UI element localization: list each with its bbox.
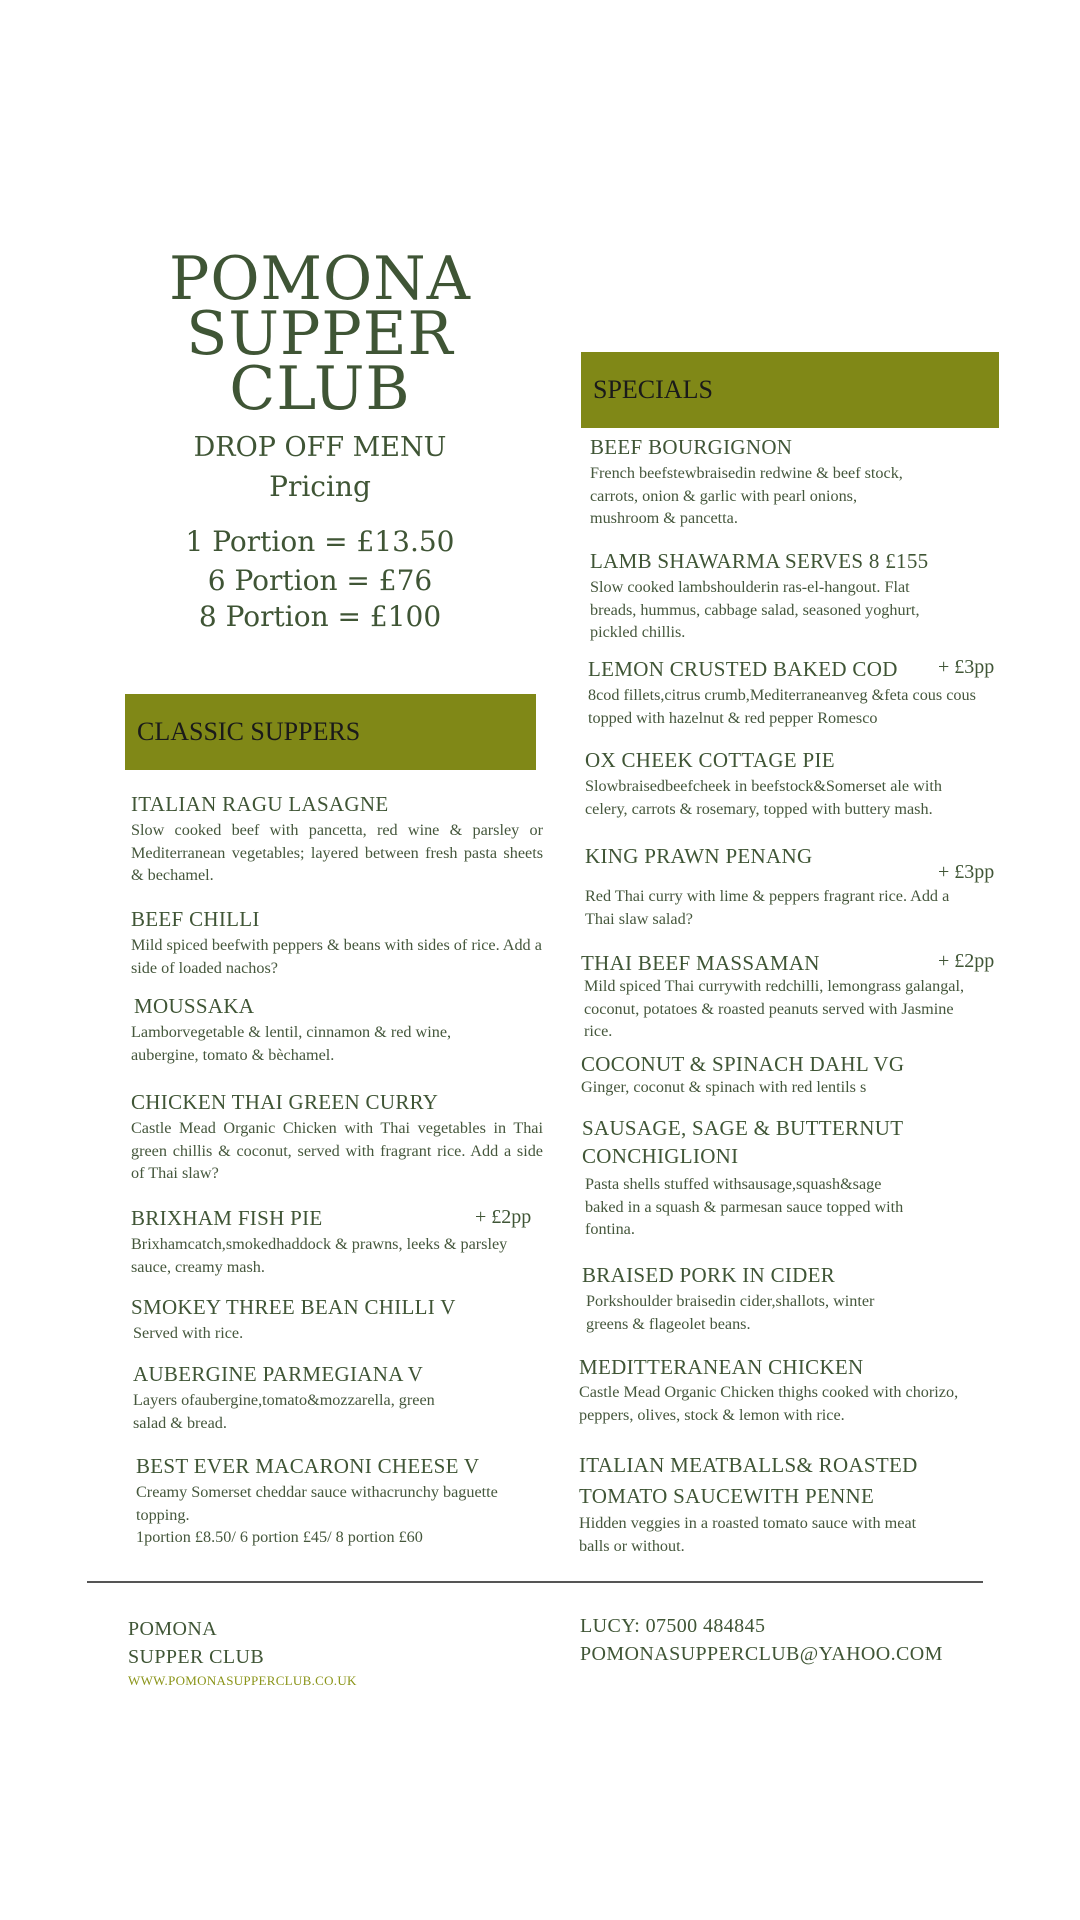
item-name: BRIXHAM FISH PIE <box>131 1206 323 1230</box>
menu-item <box>131 1295 543 1345</box>
brand-line: POMONA <box>168 244 471 314</box>
menu-item <box>131 907 543 979</box>
item-name: BEST EVER MACARONI CHEESE V <box>136 1454 480 1478</box>
item-name: ITALIAN RAGU LASAGNE <box>131 792 389 816</box>
item-description: Served with rice. <box>133 1324 244 1342</box>
footer-brand-line2: SUPPER CLUB <box>128 1646 265 1668</box>
item-description: Mild spiced Thai currywith redchilli, lemongrass galangal, coconut, potatoes & roasted peanuts served with Jasmine rice. <box>584 977 965 1040</box>
item-name: SMOKEY THREE BEAN CHILLI V <box>131 1295 456 1319</box>
brand-line: CLUB <box>229 354 411 424</box>
menu-item <box>581 951 981 1043</box>
item-name: AUBERGINE PARMEGIANA V <box>133 1362 424 1386</box>
section-title: CLASSIC SUPPERS <box>137 717 361 746</box>
item-description: French beefstewbraisedin redwine & beef stock, carrots, onion & garlic with pearl onions, mushroom & pancetta. <box>590 464 903 527</box>
item-description: Red Thai curry with lime & peppers fragrant rice. Add a Thai slaw salad? <box>585 887 950 928</box>
menu-item <box>590 435 910 530</box>
menu-item <box>582 1263 882 1335</box>
item-description: Slow cooked beef with pancetta, red wine & parsley or Mediterranean vegetables; layered between fresh pasta sheets & bechamel. <box>131 821 543 884</box>
menu-item <box>582 1114 922 1241</box>
item-name: COCONUT & SPINACH DAHL VG <box>581 1052 905 1076</box>
item-description: Porkshoulder braisedin cider,shallots, winter greens & flageolet beans. <box>586 1292 875 1333</box>
menu-item <box>590 549 945 644</box>
item-description: 8cod fillets,citrus crumb,Mediterraneanveg &feta cous cous topped with hazelnut & red pepper Romesco <box>588 686 976 727</box>
item-name: SAUSAGE, SAGE & BUTTERNUT CONCHIGLIONI <box>582 1116 903 1168</box>
item-name: MOUSSAKA <box>134 994 255 1018</box>
item-name: CHICKEN THAI GREEN CURRY <box>131 1090 439 1114</box>
item-description: Brixhamcatch,smokedhaddock & prawns, leeks & parsley sauce, creamy mash. <box>131 1235 508 1276</box>
item-name: KING PRAWN PENANG <box>585 844 813 868</box>
footer-divider <box>87 1581 983 1583</box>
item-description: Hidden veggies in a roasted tomato sauce with meat balls or without. <box>579 1514 917 1555</box>
item-description: Layers ofaubergine,tomato&mozzarella, green salad & bread. <box>133 1391 435 1432</box>
menu-item <box>585 844 955 930</box>
surcharge-label: + £3pp <box>938 656 995 678</box>
contact-phone: LUCY: 07500 484845 <box>580 1615 766 1637</box>
menu-item <box>131 1090 543 1185</box>
brand-line: SUPPER <box>186 299 454 369</box>
pricing-label: Pricing <box>269 470 371 503</box>
menu-item <box>131 1206 521 1278</box>
contact-email[interactable]: POMONASUPPERCLUB@YAHOO.COM <box>580 1643 943 1665</box>
item-description: Pasta shells stuffed withsausage,squash&sage baked in a squash & parmesan sauce topped with fontina. <box>585 1175 904 1238</box>
menu-title: DROP OFF MENU <box>193 432 447 463</box>
menu-item <box>585 748 955 820</box>
classic-suppers-banner <box>125 694 536 770</box>
menu-item <box>588 657 998 729</box>
item-name: THAI BEEF MASSAMAN <box>581 951 820 975</box>
price-line: 1 Portion = £13.50 <box>185 525 455 558</box>
item-description: Ginger, coconut & spinach with red lentils s <box>581 1078 867 1096</box>
menu-item <box>131 994 521 1066</box>
item-description: Slow cooked lambshoulderin ras-el-hangout. Flat breads, hummus, cabbage salad, seasoned yoghurt, pickled chillis. <box>590 578 920 641</box>
item-description: Mild spiced beefwith peppers & beans with sides of rice. Add a side of loaded nachos? <box>131 936 542 977</box>
item-name: LEMON CRUSTED BAKED COD <box>588 657 898 681</box>
surcharge-label: + £2pp <box>938 950 995 972</box>
surcharge-label: + £2pp <box>475 1206 532 1228</box>
specials-banner <box>581 352 999 428</box>
item-price-note: 1portion £8.50/ 6 portion £45/ 8 portion £60 <box>136 1528 423 1546</box>
menu-item <box>581 1052 981 1099</box>
item-name: LAMB SHAWARMA SERVES 8 £155 <box>590 549 929 573</box>
item-description: Slowbraisedbeefcheek in beefstock&Somerset ale with celery, carrots & rosemary, topped with buttery mash. <box>585 777 942 818</box>
item-name: BEEF BOURGIGNON <box>590 435 793 459</box>
item-description: Castle Mead Organic Chicken with Thai vegetables in Thai green chillis & coconut, served with fragrant rice. Add a side of Thai slaw? <box>131 1119 543 1182</box>
brand-title <box>120 244 520 424</box>
item-description: Lamborvegetable & lentil, cinnamon & red wine, aubergine, tomato & bèchamel. <box>131 1023 452 1064</box>
menu-item <box>579 1450 939 1557</box>
surcharge-label: + £3pp <box>938 861 995 883</box>
item-description: Castle Mead Organic Chicken thighs cooked with chorizo, peppers, olives, stock & lemon with rice. <box>579 1383 959 1424</box>
menu-item <box>131 792 543 887</box>
item-name: ITALIAN MEATBALLS& ROASTED TOMATO SAUCEWITH PENNE <box>579 1453 918 1508</box>
menu-item <box>136 1454 516 1549</box>
price-line: 6 Portion = £76 <box>207 564 433 597</box>
item-name: OX CHEEK COTTAGE PIE <box>585 748 835 772</box>
menu-item <box>579 1355 964 1426</box>
section-title: SPECIALS <box>593 375 713 404</box>
price-line: 8 Portion = £100 <box>198 600 442 633</box>
menu-item <box>133 1362 453 1434</box>
item-description: Creamy Somerset cheddar sauce withacrunchy baguette topping. <box>136 1483 498 1524</box>
item-name: MEDITTERANEAN CHICKEN <box>579 1355 864 1379</box>
item-name: BEEF CHILLI <box>131 907 260 931</box>
item-name: BRAISED PORK IN CIDER <box>582 1263 836 1287</box>
website-link[interactable]: WWW.POMONASUPPERCLUB.CO.UK <box>128 1673 357 1688</box>
footer-brand-line1: POMONA <box>128 1618 218 1640</box>
